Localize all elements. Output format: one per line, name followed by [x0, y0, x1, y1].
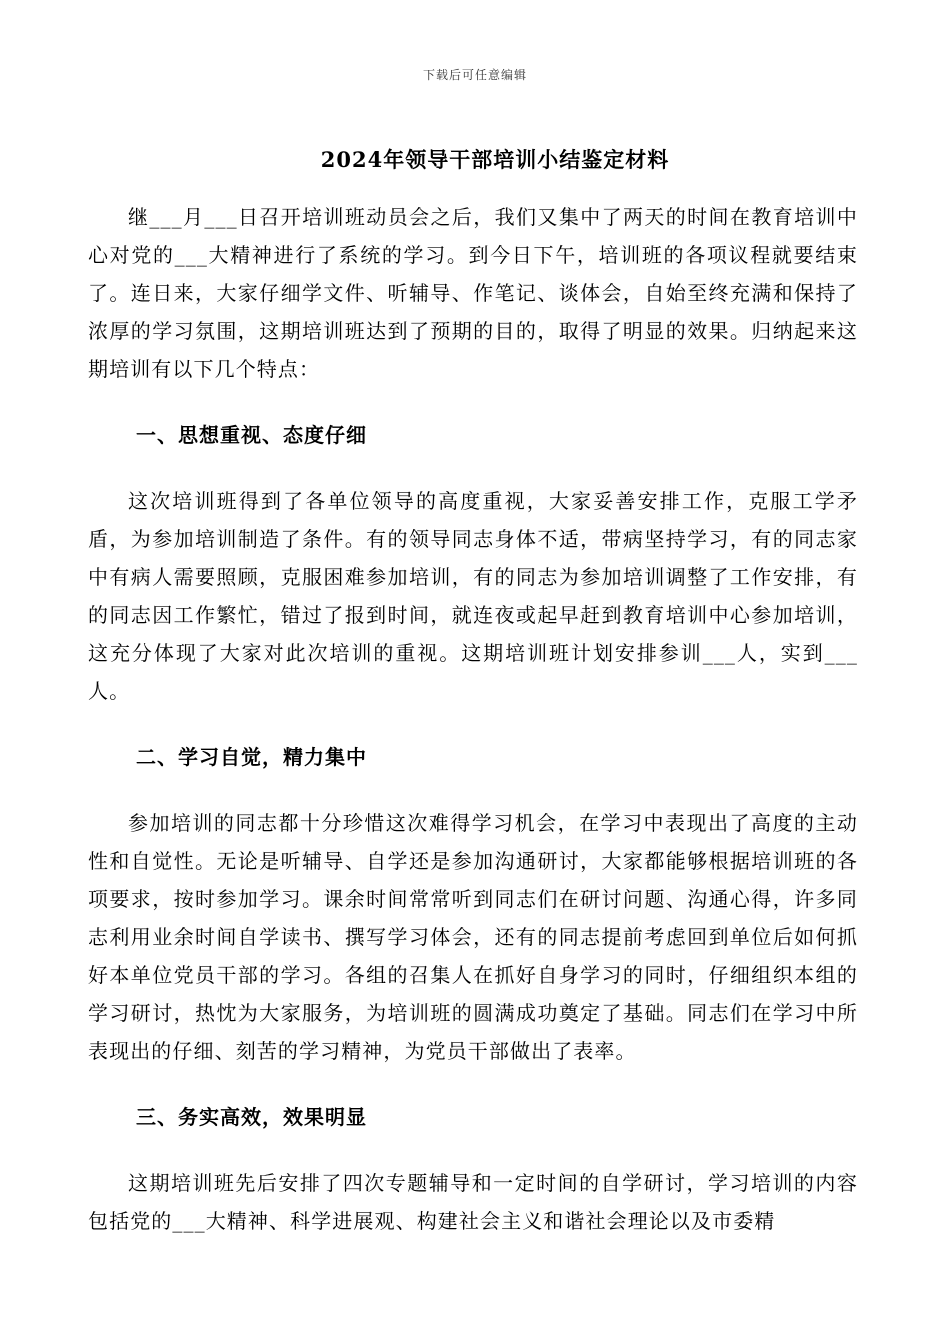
section-heading-2: 二、学习自觉，精力集中 [136, 745, 367, 769]
document-title: 2024年领导干部培训小结鉴定材料 [320, 147, 670, 172]
section-body-2: 参加培训的同志都十分珍惜这次难得学习机会，在学习中表现出了高度的主动性和自觉性。无论是听辅导、自学还是参加沟通研讨，大家都能够根据培训班的各项要求，按时参加学习。课余时间常常听到同志们在研讨问题、沟通心得，许多同志利用业余时间自学读书、撰写学习体会，还有的同志提前考虑回到单位后如何抓好本单位党员干部的学习。各组的召集人在抓好自身学习的同时，仔细组织本组的学习研讨，热忱为大家服务，为培训班的圆满成功奠定了基础。同志们在学习中所表现出的仔细、刻苦的学习精神，为党员干部做出了表率。 [88, 811, 858, 1063]
document-body [88, 198, 858, 1240]
section-body-3: 这期培训班先后安排了四次专题辅导和一定时间的自学研讨，学习培训的内容包括党的___大精神、科学进展观、构建社会主义和谐社会理论以及市委精 [88, 1171, 858, 1233]
section-heading-3: 三、务实高效，效果明显 [136, 1105, 367, 1129]
intro-paragraph: 继___月___日召开培训班动员会之后，我们又集中了两天的时间在教育培训中心对党的___大精神进行了系统的学习。到今日下午，培训班的各项议程就要结束了。连日来，大家仔细学文件、听辅导、作笔记、谈体会，自始至终充满和保持了浓厚的学习氛围，这期培训班达到了预期的目的，取得了明显的效果。归纳起来这期培训有以下几个特点： [88, 205, 858, 381]
header-note: 下载后可任意编辑 [422, 68, 527, 82]
section-body-1: 这次培训班得到了各单位领导的高度重视，大家妥善安排工作，克服工学矛盾，为参加培训制造了条件。有的领导同志身体不适，带病坚持学习，有的同志家中有病人需要照顾，克服困难参加培训，有的同志为参加培训调整了工作安排，有的同志因工作繁忙，错过了报到时间，就连夜或起早赶到教育培训中心参加培训，这充分体现了大家对此次培训的重视。这期培训班计划安排参训___人，实到___人。 [88, 489, 858, 703]
section-heading-1: 一、思想重视、态度仔细 [136, 423, 367, 447]
